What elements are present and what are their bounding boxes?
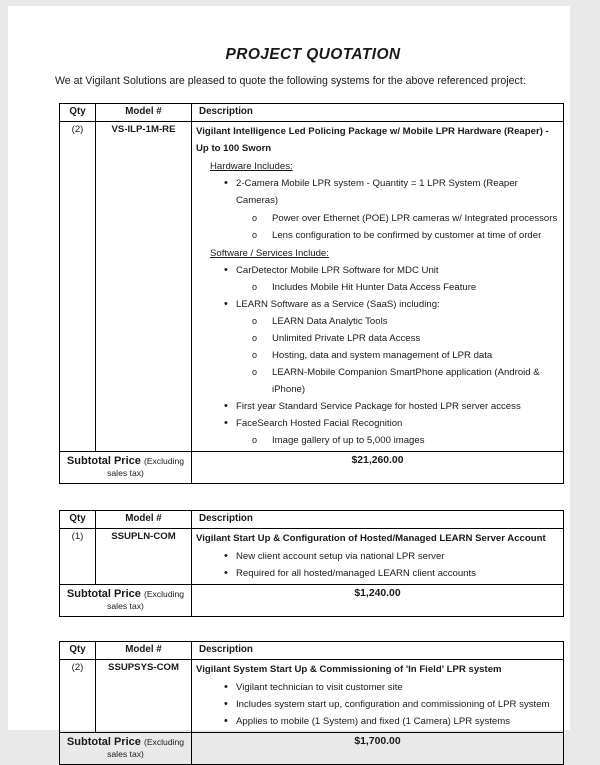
column-header-description: Description: [192, 642, 564, 660]
cell-description: [192, 529, 564, 585]
subtotal-label-text: Subtotal Price: [66, 736, 141, 749]
bullet-list: [196, 679, 559, 730]
quote-table-1: [59, 103, 564, 485]
list-item: o LEARN-Mobile Companion SmartPhone application (Android & iPhone): [236, 364, 559, 398]
bullet-text: 2-Camera Mobile LPR system - Quantity = 1 LPR System (Reaper Cameras): [236, 178, 518, 207]
list-item: o Hosting, data and system management of LPR data: [236, 347, 559, 364]
table-spacer: [53, 484, 565, 510]
quotation-body: [53, 46, 565, 765]
list-item: o Power over Ethernet (POE) LPR cameras w/ Integrated processors: [236, 210, 559, 227]
cell-description: [192, 121, 564, 452]
bullet-list: [196, 548, 559, 582]
list-item: • Required for all hosted/managed LEARN client accounts: [196, 565, 559, 582]
list-item: o Image gallery of up to 5,000 images: [236, 432, 559, 449]
cell-qty: (1): [60, 529, 96, 585]
list-item: • Includes system start up, configuration and commissioning of LPR system: [196, 696, 559, 713]
table-row: [60, 529, 564, 585]
bullet-list-hardware: [196, 175, 559, 243]
table-row: [60, 121, 564, 452]
table-header-row: [60, 642, 564, 660]
subtotal-label: [60, 733, 192, 765]
cell-model: SSUPLN-COM: [96, 529, 192, 585]
document-page: [8, 6, 570, 760]
description-title: Vigilant System Start Up & Commissioning of 'In Field' LPR system: [196, 664, 502, 676]
intro-paragraph: We at Vigilant Solutions are pleased to quote the following systems for the above referenced project:: [55, 75, 526, 87]
column-header-qty: Qty: [60, 511, 96, 529]
subtotal-label: [60, 452, 192, 484]
section-heading-software: Software / Services Include:: [210, 247, 329, 259]
table-header-row: [60, 511, 564, 529]
sub-bullet-list: [236, 210, 559, 244]
cell-qty: (2): [60, 660, 96, 733]
description-title: Vigilant Start Up & Configuration of Hosted/Managed LEARN Server Account: [196, 533, 546, 545]
quote-table-3: [59, 641, 564, 765]
table-header-row: [60, 103, 564, 121]
subtotal-price: $21,260.00: [192, 452, 564, 484]
sub-bullet-list: [236, 279, 559, 296]
list-item: • New client account setup via national LPR server: [196, 548, 559, 565]
subtotal-price: $1,700.00: [192, 733, 564, 765]
column-header-qty: Qty: [60, 642, 96, 660]
subtotal-label: [60, 585, 192, 617]
list-item: • Vigilant technician to visit customer site: [196, 679, 559, 696]
description-title: Vigilant Intelligence Led Policing Package w/ Mobile LPR Hardware (Reaper) - Up to 100 Sworn: [196, 125, 549, 154]
subtotal-note: (Excluding sales tax): [107, 737, 185, 760]
subtotal-note: (Excluding sales tax): [107, 456, 185, 479]
bullet-text: CarDetector Mobile LPR Software for MDC Unit: [236, 264, 439, 276]
list-item: [196, 398, 559, 415]
column-header-description: Description: [192, 103, 564, 121]
list-item: o LEARN Data Analytic Tools: [236, 313, 559, 330]
cell-qty: (2): [60, 121, 96, 452]
column-header-qty: Qty: [60, 103, 96, 121]
subtotal-price: $1,240.00: [192, 585, 564, 617]
bullet-list-software: [196, 262, 559, 450]
list-item: • Applies to mobile (1 System) and fixed (1 Camera) LPR systems: [196, 713, 559, 730]
list-item: o Unlimited Private LPR data Access: [236, 330, 559, 347]
column-header-model: Model #: [96, 642, 192, 660]
column-header-model: Model #: [96, 103, 192, 121]
table-row: [60, 660, 564, 733]
cell-model: SSUPSYS-COM: [96, 660, 192, 733]
list-item: o Lens configuration to be confirmed by customer at time of order: [236, 227, 559, 244]
page-title: PROJECT QUOTATION: [225, 46, 401, 63]
list-item: o Includes Mobile Hit Hunter Data Access Feature: [236, 279, 559, 296]
list-item: [196, 296, 559, 398]
subtotal-row: [60, 585, 564, 617]
list-item: [196, 175, 559, 243]
subtotal-label-text: Subtotal Price: [66, 455, 141, 468]
column-header-model: Model #: [96, 511, 192, 529]
section-heading-hardware: Hardware Includes:: [210, 161, 293, 173]
column-header-description: Description: [192, 511, 564, 529]
cell-model: VS-ILP-1M-RE: [96, 121, 192, 452]
cell-description: [192, 660, 564, 733]
list-item: [196, 262, 559, 296]
quote-table-2: [59, 510, 564, 617]
subtotal-note: (Excluding sales tax): [107, 589, 185, 612]
sub-bullet-list: [236, 432, 559, 449]
bullet-text: FaceSearch Hosted Facial Recognition: [236, 418, 403, 430]
bullet-text: LEARN Software as a Service (SaaS) including:: [236, 298, 440, 310]
list-item: [196, 415, 559, 449]
subtotal-row: [60, 452, 564, 484]
sub-bullet-list: [236, 313, 559, 398]
subtotal-row: [60, 733, 564, 765]
subtotal-label-text: Subtotal Price: [66, 588, 141, 601]
table-spacer: [53, 617, 565, 641]
bullet-text: First year Standard Service Package for hosted LPR server access: [236, 401, 521, 413]
